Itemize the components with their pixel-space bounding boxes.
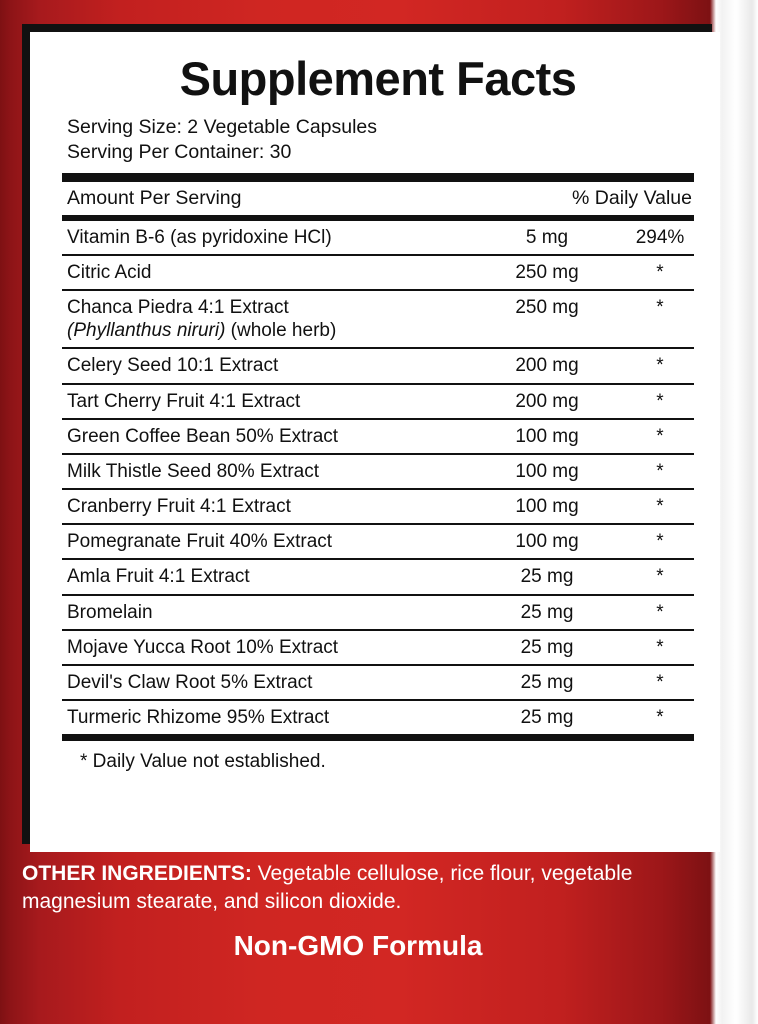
table-row — [62, 666, 694, 699]
ingredient-name — [62, 425, 462, 448]
table-row — [62, 525, 694, 558]
ingredient-amount: 25 mg — [520, 566, 574, 588]
ingredient-amount: 100 mg — [515, 460, 579, 482]
daily-value-footnote: * Daily Value not established. — [80, 751, 326, 773]
ingredient-daily-value: * — [656, 496, 664, 518]
ingredient-name — [62, 390, 462, 413]
ingredient-name-text: Tart Cherry Fruit 4:1 Extract — [67, 390, 301, 412]
divider-bottom — [62, 734, 694, 741]
ingredient-name — [62, 261, 462, 284]
ingredient-amount: 100 mg — [515, 425, 579, 447]
ingredient-name — [62, 226, 462, 249]
ingredient-name — [62, 636, 462, 659]
ingredient-name — [62, 565, 462, 588]
table-row — [62, 701, 694, 734]
ingredient-daily-value: 294% — [635, 226, 685, 248]
ingredient-amount: 25 mg — [520, 601, 574, 623]
ingredient-name-text: Pomegranate Fruit 40% Extract — [67, 531, 333, 553]
divider-thick-top — [62, 173, 694, 182]
ingredient-name-text: Amla Fruit 4:1 Extract — [67, 566, 250, 588]
supplement-facts-panel — [30, 32, 720, 852]
ingredient-name — [62, 495, 462, 518]
ingredient-name-text: Bromelain — [67, 601, 153, 623]
table-row — [62, 490, 694, 523]
table-row — [62, 349, 694, 382]
ingredient-amount: 100 mg — [515, 531, 579, 553]
ingredient-daily-value: * — [656, 390, 664, 412]
ingredient-name-text: Green Coffee Bean 50% Extract — [67, 425, 339, 447]
table-row — [62, 596, 694, 629]
ingredient-daily-value: * — [656, 460, 664, 482]
ingredient-daily-value: * — [656, 261, 664, 283]
ingredient-daily-value: * — [656, 531, 664, 553]
ingredient-amount: 25 mg — [520, 636, 574, 658]
ingredient-amount: 25 mg — [520, 671, 574, 693]
ingredient-name-text: Vitamin B-6 (as pyridoxine HCl) — [67, 226, 332, 248]
ingredient-name — [62, 354, 462, 377]
ingredient-daily-value: * — [656, 425, 664, 447]
ingredient-name-text: Citric Acid — [67, 261, 152, 283]
other-ingredients-text: Vegetable cellulose, rice flour, vegetable magnesium stearate, and silicon dioxide. — [22, 862, 633, 914]
ingredient-name — [62, 296, 462, 342]
ingredient-subtext: (Phyllanthus niruri) (whole herb) — [67, 320, 337, 342]
ingredient-name-text: Turmeric Rhizome 95% Extract — [67, 707, 330, 729]
ingredient-amount: 200 mg — [515, 390, 579, 412]
table-row — [62, 455, 694, 488]
ingredient-name — [62, 706, 462, 729]
table-row — [62, 291, 694, 347]
ingredient-rows — [62, 221, 694, 735]
ingredient-amount: 5 mg — [525, 226, 569, 248]
ingredient-name-text: Mojave Yucca Root 10% Extract — [67, 636, 339, 658]
table-row — [62, 385, 694, 418]
servings-per-container: Serving Per Container: 30 — [67, 140, 292, 163]
non-gmo-claim: Non-GMO Formula — [233, 930, 483, 961]
ingredient-name-text: Celery Seed 10:1 Extract — [67, 355, 279, 377]
table-row — [62, 631, 694, 664]
ingredient-name — [62, 601, 462, 624]
ingredient-daily-value: * — [656, 297, 664, 318]
ingredient-amount: 250 mg — [515, 261, 579, 283]
ingredient-name-text: Devil's Claw Root 5% Extract — [67, 671, 313, 693]
ingredient-name-text: Milk Thistle Seed 80% Extract — [67, 460, 320, 482]
ingredient-amount: 100 mg — [515, 496, 579, 518]
table-row — [62, 256, 694, 289]
table-header — [62, 182, 694, 215]
ingredient-name — [62, 671, 462, 694]
ingredient-name-text: Cranberry Fruit 4:1 Extract — [67, 496, 291, 518]
table-row — [62, 560, 694, 593]
daily-value-header: % Daily Value — [572, 186, 692, 209]
ingredient-daily-value: * — [656, 707, 664, 729]
ingredient-daily-value: * — [656, 671, 664, 693]
ingredient-daily-value: * — [656, 601, 664, 623]
serving-size: Serving Size: 2 Vegetable Capsules — [67, 115, 378, 138]
ingredient-daily-value: * — [656, 636, 664, 658]
table-row — [62, 221, 694, 254]
ingredient-name — [62, 530, 462, 553]
ingredient-name — [62, 460, 462, 483]
page-title: Supplement Facts — [179, 52, 577, 105]
ingredient-amount: 200 mg — [515, 355, 579, 377]
ingredient-amount: 250 mg — [515, 297, 579, 318]
table-row — [62, 420, 694, 453]
other-ingredients — [22, 860, 722, 917]
ingredient-daily-value: * — [656, 355, 664, 377]
other-ingredients-label: OTHER INGREDIENTS: — [22, 862, 252, 885]
amount-per-serving-header: Amount Per Serving — [67, 186, 242, 209]
ingredient-name-text: Chanca Piedra 4:1 Extract — [67, 297, 289, 318]
ingredient-amount: 25 mg — [520, 707, 574, 729]
ingredient-daily-value: * — [656, 566, 664, 588]
